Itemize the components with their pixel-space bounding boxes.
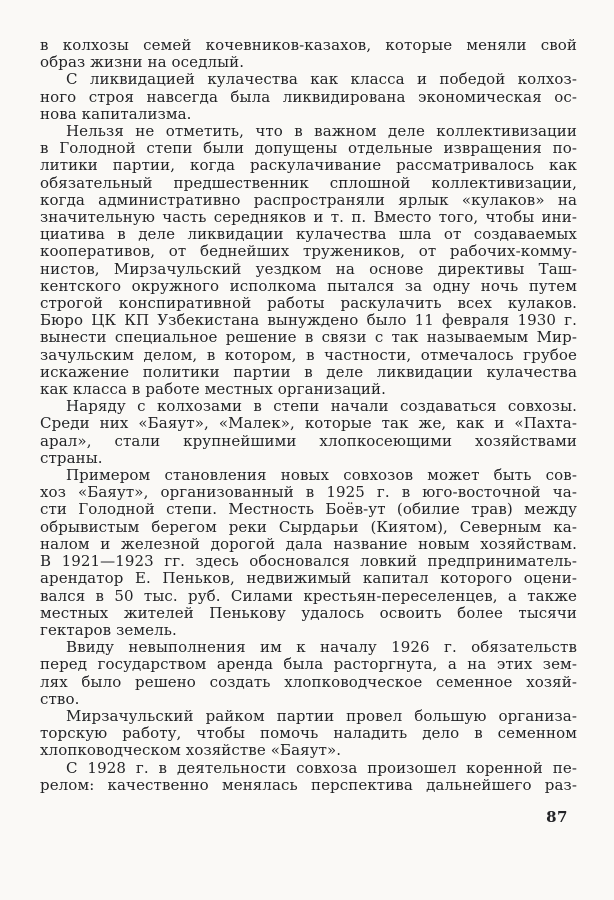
text-line: налом и железной дорогой дала название новым хозяйствам. [40, 534, 577, 553]
text-line: С 1928 г. в деятельности совхоза произошел коренной пе- [66, 758, 577, 777]
paragraph [40, 639, 577, 708]
text-line: Примером становления новых совхозов может быть сов- [66, 466, 577, 485]
page-number: 87 [546, 808, 568, 826]
text-line: обязательный предшественник сплошной коллективизации, [40, 173, 577, 192]
text-line: образ жизни на оседлый. [40, 53, 245, 72]
text-line: Бюро ЦК КП Узбекистана вынуждено было 11 февраля 1930 г. [40, 311, 577, 330]
text-line: хлопководческом хозяйстве «Баяут». [40, 741, 342, 760]
text-line: нова капитализма. [40, 104, 192, 123]
text-line: как класса в работе местных организаций. [40, 380, 386, 399]
text-line: В 1921—1923 гг. здесь обосновался ловкий предприниматель- [40, 552, 577, 571]
text-line: циатива в деле ликвидации кулачества шла от создаваемых [40, 225, 577, 244]
text-line: арал», стали крупнейшими хлопкосеющими хозяйствами [40, 431, 577, 450]
text-line: хоз «Баяут», организованный в 1925 г. в юго-восточной ча- [40, 483, 577, 502]
paragraph [40, 760, 577, 794]
text-line: Нельзя не отметить, что в важном деле коллективизации [66, 122, 577, 141]
text-line: местных жителей Пенькову удалось освоить более тысячи [40, 603, 577, 622]
text-line: С ликвидацией кулачества как класса и победой колхоз- [66, 70, 577, 89]
text-line: ство. [40, 689, 80, 708]
text-line: значительную часть середняков и т. п. Вместо того, чтобы ини- [40, 208, 577, 227]
text-line: арендатор Е. Пеньков, недвижимый капитал которого оцени- [40, 569, 577, 588]
text-line: Среди них «Баяут», «Малек», которые так же, как и «Пахта- [40, 414, 577, 433]
text-line: кентского окружного исполкома пытался за одну ночь путем [40, 276, 577, 295]
paragraph [40, 467, 577, 639]
text-line: лях было решено создать хлопководческое семенное хозяй- [40, 672, 577, 691]
text-line: зачульским делом, в котором, в частности, отмечалось грубое [40, 345, 577, 364]
text-line: литики партии, когда раскулачивание рассматривалось как [40, 156, 577, 175]
text-line: когда административно распространяли ярлык «кулаков» на [40, 190, 577, 209]
text-line: торскую работу, чтобы помочь наладить дело в семенном [40, 724, 577, 743]
text-line: строгой конспиративной работы раскулачить всех кулаков. [40, 294, 577, 313]
paragraph [40, 708, 577, 760]
text-line: в Голодной степи были допущены отдельные извращения по- [40, 139, 577, 158]
text-line: обрывистым берегом реки Сырдарьи (Киятом), Северным ка- [40, 517, 577, 536]
text-line: в колхозы семей кочевников-казахов, которые меняли свой [40, 36, 577, 54]
text-line: искажение политики партии в деле ликвидации кулачества [40, 362, 577, 381]
paragraph [40, 37, 577, 71]
text-line: вался в 50 тыс. руб. Силами крестьян-переселенцев, а также [40, 586, 577, 605]
paragraph [40, 71, 577, 123]
paragraph [40, 398, 577, 467]
text-line: перед государством аренда была расторгнута, а на этих зем- [40, 655, 577, 674]
text-line: релом: качественно менялась перспектива дальнейшего раз- [40, 775, 577, 794]
text-line: нистов, Мирзачульский уездком на основе директивы Таш- [40, 259, 577, 278]
text-line: Наряду с колхозами в степи начали создаваться совхозы. [66, 397, 577, 416]
text-line: Ввиду невыполнения им к началу 1926 г. обязательств [66, 638, 577, 657]
text-line: Мирзачульский райком партии провел большую организа- [66, 706, 577, 725]
text-line: вынести специальное решение в связи с так называемым Мир- [40, 328, 577, 347]
text-column [40, 37, 577, 794]
paragraph [40, 123, 577, 398]
text-line: ного строя навсегда была ликвидирована экономическая ос- [40, 87, 577, 106]
text-line: гектаров земель. [40, 620, 177, 639]
text-line: сти Голодной степи. Местность Боёв-ут (обилие трав) между [40, 500, 577, 519]
text-line: кооперативов, от беднейших тружеников, от рабочих-комму- [40, 242, 577, 261]
text-line: страны. [40, 448, 103, 467]
